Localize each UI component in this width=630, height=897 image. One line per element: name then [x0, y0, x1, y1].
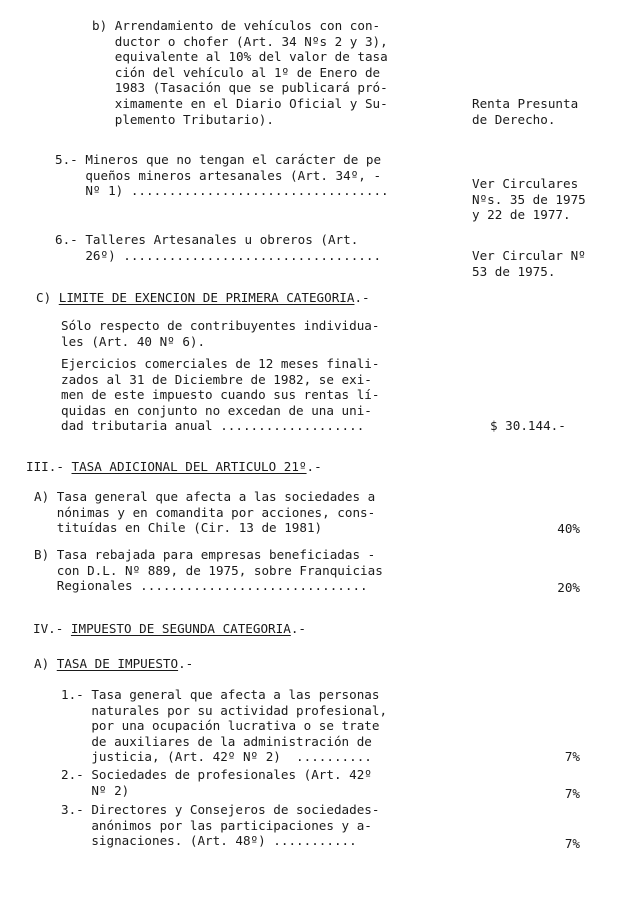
section-iv-rate-3: 7% — [564, 836, 580, 851]
section-c-suffix: .- — [354, 290, 370, 305]
section-iv-prefix: IV.- — [33, 621, 71, 636]
section-c-para2: Ejercicios comerciales de 12 meses finali- zados al 31 de Diciembre de 1982, se exi- men de este impuesto cuando sus rentas lí- quidas en conjunto no excedan de una uni- dad tributaria anual ................... — [61, 356, 380, 434]
section-iii-suffix: .- — [306, 459, 322, 474]
section-iv-rate-1: 7% — [564, 749, 580, 764]
section-iii-item-b: B) Tasa rebajada para empresas beneficiadas - con D.L. Nº 889, de 1975, sobre Franquicias Regionales .............................. — [34, 547, 383, 594]
section-iv-sub-a-title: TASA DE IMPUESTO — [56, 656, 179, 671]
section-iii-prefix: III.- — [26, 459, 72, 474]
item-5-text: 5.- Mineros que no tengan el carácter de pe queños mineros artesanales (Art. 34º, - Nº 1) .................................. — [55, 152, 389, 199]
item-5-note: Ver Circulares Nºs. 35 de 1975 y 22 de 1977. — [472, 176, 586, 223]
item-b-note: Renta Presunta de Derecho. — [472, 96, 579, 127]
section-iv-item-1: 1.- Tasa general que afecta a las personas naturales por su actividad profesional, por una ocupación lucrativa o se trate de auxiliares de la administración de justicia, (Art. 42º Nº 2) .......... — [61, 687, 388, 765]
section-c-para1: Sólo respecto de contribuyentes individua- les (Art. 40 Nº 6). — [61, 318, 380, 349]
section-c-amount: $ 30.144.- — [490, 418, 566, 433]
section-iv-rate-2: 7% — [564, 786, 580, 801]
section-iii-rate-a: 40% — [557, 521, 580, 536]
section-iv-sub-a-heading — [34, 656, 193, 672]
item-6-note: Ver Circular Nº 53 de 1975. — [472, 248, 586, 279]
section-iii-heading — [26, 459, 322, 475]
section-iii-title: TASA ADICIONAL DEL ARTICULO 21º — [71, 459, 307, 474]
section-iv-suffix: .- — [290, 621, 306, 636]
section-iv-title: IMPUESTO DE SEGUNDA CATEGORIA — [70, 621, 291, 636]
section-iii-rate-b: 20% — [557, 580, 580, 595]
section-iv-item-3: 3.- Directores y Consejeros de sociedades- anónimos por las participaciones y a- signaciones. (Art. 48º) ........... — [61, 802, 380, 849]
section-c-heading — [36, 290, 370, 306]
item-b-text: b) Arrendamiento de vehículos con con- ductor o chofer (Art. 34 Nºs 2 y 3), equivalente al 10% del valor de tasa ción del vehículo al 1º de Enero de 1983 (Tasación que se publicará pró- ximamente en el Diario Oficial y Su- plemento Tributario). — [92, 18, 388, 127]
section-c-title: LIMITE DE EXENCION DE PRIMERA CATEGORIA — [58, 290, 355, 305]
section-iv-heading — [33, 621, 306, 637]
section-iv-item-2: 2.- Sociedades de profesionales (Art. 42º Nº 2) — [61, 767, 372, 798]
section-iv-sub-a-suffix: .- — [178, 656, 194, 671]
section-c-prefix: C) — [36, 290, 59, 305]
item-6-text: 6.- Talleres Artesanales u obreros (Art. 26º) .................................. — [55, 232, 382, 263]
section-iv-sub-a-prefix: A) — [34, 656, 57, 671]
section-iii-item-a: A) Tasa general que afecta a las sociedades a nónimas y en comandita por acciones, cons- tituídas en Chile (Cir. 13 de 1981) — [34, 489, 376, 536]
